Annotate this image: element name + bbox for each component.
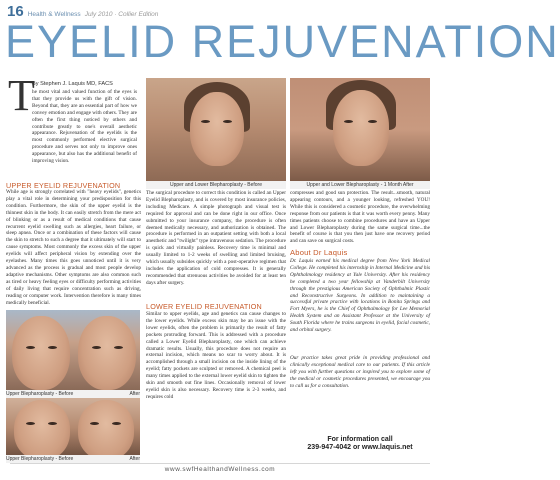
upper-section-heading: UPPER EYELID REJUVENATION: [6, 181, 121, 190]
upper-bleph-photo-1: [6, 310, 140, 390]
contact-label: For information call: [327, 436, 393, 443]
intro-text-indented: [32, 89, 137, 165]
footer-url: www.swfHealthandWellness.com: [164, 466, 276, 473]
about-text: Dr. Laquis earned his medical degree from New York Medical College. He completed his internship in Internal Medicine and his Ophthalmology residency at Yale University. After his residency he completed a two year fellowship at Vanderbilt University through the prestigious American Society of Ophthalmic Plastic and Reconstructive Surgeons. In addition to maintaining a successful private practice with locations in Bonita Springs and Fort Myers, he is the Chief of Ophthalmology for Lee Memorial Health System and an Assistant Professor at the University of South Florida where he trains surgeons in eyelid, facial cosmetic, and orbital surgery.: [290, 258, 430, 334]
photo4-caption-before: Upper Blepharoplasty - Before: [6, 456, 74, 462]
issue-date: July 2010 · Collier Edition: [84, 11, 159, 18]
byline: By Stephen J. Laquis MD, FACS: [32, 81, 113, 87]
right-column-text: compresses and good sun protection. The result...smooth, natural appearing contours, and a younger looking, refreshed YOU! While this is considered a cosmetic procedure, the overwhelming response from our patients is that it was worth every penny. Many times patients choose to combine procedures and have an Upper and Lower Blepharoplasty during the same surgical time...the benefit of course is that you then just have one recovery period and can save on surgical costs.: [290, 190, 430, 245]
before-photo-upper-lower: [146, 78, 286, 181]
lower-section-heading: LOWER EYELID REJUVENATION: [146, 302, 262, 311]
lower-section-text: Similar to upper eyelids, age and genetics can cause changes to the lower eyelids. While excess skin may be an issue with the lower eyelids, often the problem is primarily the result of fatty pockets protruding forward. This is addressed with a procedure called a Lower Eyelid Blepharoplasty, one which can achieve dramatic results. Usually, this procedure does not require an external incision, which means no scar to worry about. It is accomplished through a small incision on the inside lining of the eyelid; fatty pockets are sculpted or removed. A chemical peel is many times applied to the external lower eyelid skin to tighten the skin and smooth out fine lines. Occasionally removal of lower eyelid skin is also necessary. Recovery time is 2-3 weeks, and requires cold: [146, 311, 286, 400]
contact-block: [300, 436, 420, 451]
about-heading: About Dr Laquis: [290, 248, 348, 257]
photo4-caption-after: After: [129, 456, 140, 462]
middle-column-text: The surgical procedure to correct this condition is called an Upper Eyelid Blepharoplasty, and is covered by most insurance policies, including Medicare. A simple photograph and visual test is required for approval and can be done right in our office. Once submitted to your insurance company, the procedure is often deemed medically necessary, and authorization is obtained. The procedure is performed in an outpatient setting with both a local anesthetic and "twilight" type intravenous sedation. The procedure is quick and virtually painless. Recovery time is minimal and usually limited to 1-2 weeks of swelling and limited bruising, which usually subsides quickly with a post-operative regimen that includes the application of cold compresses. It is generally recommended that strenuous activities be avoided for at least ten days after surgery.: [146, 190, 286, 286]
photo3-caption-after: After: [129, 391, 140, 397]
intro-text: he most vital and valued function of the eyes is that they provide us with the gift of vision. Beyond that, they are an essential part of how we convey emotion and engage with others. They are often the first thing noticed by others and contribute greatly to one's overall aesthetic appearance. Rejuvenation of the eyelids is the most commonly performed elective surgical procedure and serves not only to improve ones appearance, but also has the additional benefit of improving vision.: [32, 89, 137, 165]
after-photo-upper-lower: [290, 78, 430, 181]
upper-section-text: While age is strongly correlated with "heavy eyelids", genetics play a vital role in determining your predisposition for this condition. Furthermore, the skin of the upper eyelid is the thinnest skin in the body. It can easily stretch from the mere act of blinking or as a result of medical conditions that cause recurrent eyelid swelling such as allergies, heart failure, or sleep apnea. Once or a combination of these factors will cause the skin to stretch to such a degree that it ultimately will start to cause symptoms. Most commonly the excess skin of the upper eyelids will affect peripheral vision by extending over the eyelashes. Many times this goes unnoticed until it is very advanced as the process is gradual and most people develop adaptive mechanisms. Other symptoms are also common such as tired or heavy feeling eyes or difficulty performing activities of daily living that require concentration such as driving, reading or computer work. Intervention therefore is many times medically beneficial.: [6, 189, 141, 306]
practice-text: Our practice takes great pride in providing professional and clinically exceptional medical care to our patients. If this article left you with further questions or inspired you to explore some of the medical or cosmetic procedures presented, we encourage you to call us for a consultation.: [290, 355, 430, 389]
article-title: EYELID REJUVENATION: [5, 16, 560, 67]
upper-bleph-photo-2: [6, 398, 140, 457]
photo4-caption: [6, 455, 140, 463]
drop-cap: T: [8, 71, 35, 120]
photo3-caption: [6, 390, 140, 398]
page-number: 16: [7, 3, 24, 20]
publication-name: Health & Wellness: [27, 11, 81, 18]
photo1-caption: Upper and Lower Blepharoplasty - Before: [146, 181, 286, 189]
footer-divider: [10, 463, 430, 464]
photo3-caption-before: Upper Blepharoplasty - Before: [6, 391, 74, 397]
photo2-caption: Upper and Lower Blepharoplasty - 1 Month After: [290, 181, 430, 189]
contact-phone: 239-947-4042 or www.laquis.net: [307, 444, 413, 451]
